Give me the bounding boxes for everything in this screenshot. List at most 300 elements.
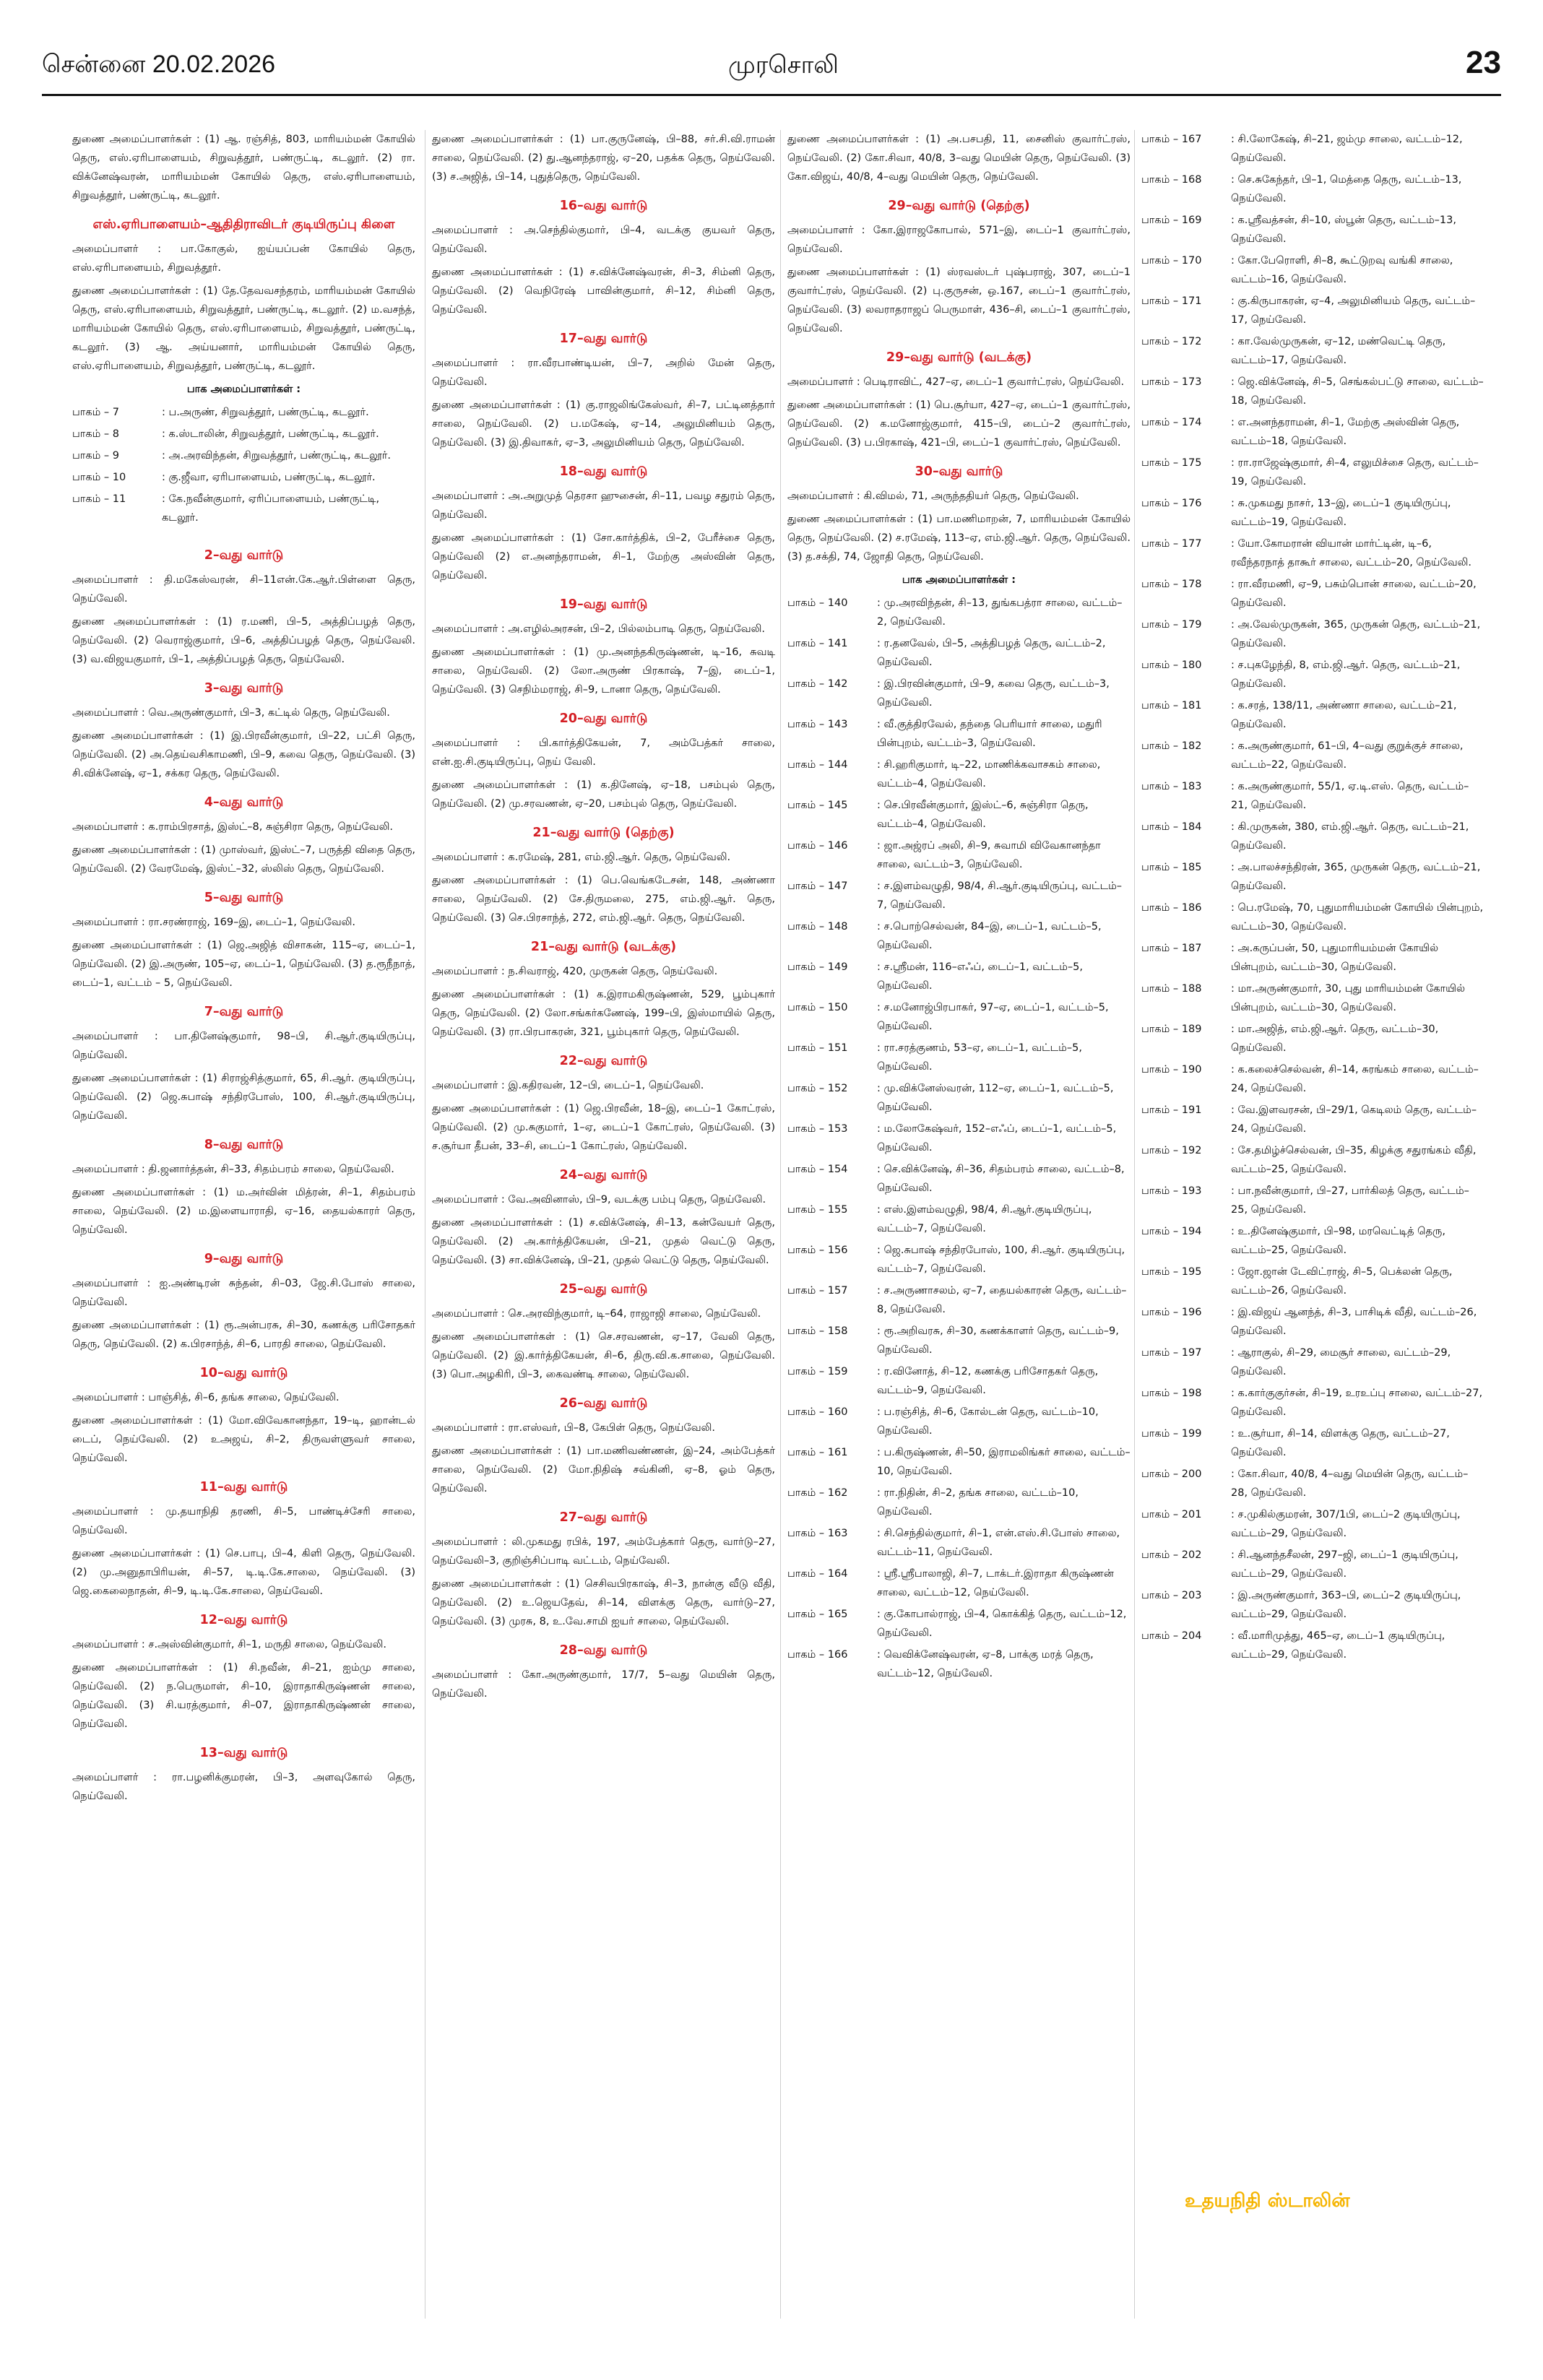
booth-name: : ச.ஸ்ரீமன், 116–எஃப், டைப்–1, வட்டம்–5, நெய்வேலி. xyxy=(877,961,1084,992)
ward-heading: 8–வது வார்டு xyxy=(204,1138,284,1152)
booth-row xyxy=(1141,1586,1484,1624)
booth-name: : அ.பாலச்சந்திரன், 365, முருகன் தெரு, வட்டம்–21, நெய்வேலி. xyxy=(1231,862,1481,892)
booth-row xyxy=(1141,858,1484,896)
booth-row xyxy=(72,446,415,465)
booth-number: பாகம் – 179 xyxy=(1141,619,1202,631)
booth-row xyxy=(1141,170,1484,208)
booth-number: பாகம் – 156 xyxy=(787,1245,848,1256)
booth-name: : எ.அனந்தராமன், சி–1, மேற்கு அஸ்வின் தெரு, வட்டம்–18, நெய்வேலி. xyxy=(1231,417,1460,447)
paragraph: துணை அமைப்பாளர்கள் : (1) சோ.கார்த்திக், பி–2, பேரீச்சை தெரு, நெய்வேலி (2) எ.அனந்தராமன், சி–1, மேற்கு அஸ்வின் தெரு, நெய்வேலி. xyxy=(432,532,775,581)
booth-number: பாகம் – 174 xyxy=(1141,417,1202,428)
paragraph: துணை அமைப்பாளர்கள் : (1) முாஸ்வர், இஸ்ட்–7, பருத்தி விதை தெரு, நெய்வேலி. (2) வேரமேஷ், இஸ்ட்–32, ஸ்லிஸ் தெரு, நெய்வேலி. xyxy=(72,844,415,875)
paragraph: அமைப்பாளர் : மு.தயாநிதி தரணி, சி–5, பாண்டிச்சேரி சாலை, நெய்வேலி. xyxy=(72,1506,415,1536)
ward-heading: 17–வது வார்டு xyxy=(559,332,648,346)
booth-number: பாகம் – 142 xyxy=(787,678,848,690)
paragraph: துணை அமைப்பாளர்கள் : (1) ரூ.அன்பரசு, சி–30, கணக்கு பரிசோதகர் தெரு, நெய்வேலி. (2) க.பிரசாந்த், சி–6, பாரதி சாலை, நெய்வேலி. xyxy=(72,1320,415,1350)
paragraph: துணை அமைப்பாளர்கள் : (1) க.இராமகிருஷ்ணன், 529, பூம்புகார் தெரு, நெய்வேலி. (2) லோ.சங்கர்கணேஷ், 199–பி, இஸ்மாயில் தெரு, நெய்வேலி. (3) ரா.பிரபாகரன், 321, பூம்புகார் தெரு, நெய்வேலி. xyxy=(432,989,775,1038)
ward-heading: 25–வது வார்டு xyxy=(559,1282,648,1297)
paragraph: அமைப்பாளர் : க.ரமேஷ், 281, எம்.ஜி.ஆர். தெரு, நெய்வேலி. xyxy=(432,852,731,863)
booth-name: : ச.அருணாசலம், ஏ–7, தையல்காரன் தெரு, வட்டம்–8, நெய்வேலி. xyxy=(877,1285,1127,1315)
booth-row xyxy=(787,1443,1131,1481)
booth-name: : ரா.ராஜேஷ்குமார், சி–4, எலுமிச்சை தெரு, வட்டம்–19, நெய்வேலி. xyxy=(1231,457,1479,488)
booth-name: : கு.ஜீவா, ஏரிபாளையம், பண்ருட்டி, கடலூர். xyxy=(162,472,376,483)
booth-row xyxy=(1141,332,1484,370)
booth-number: பாகம் – 172 xyxy=(1141,336,1202,347)
ward-heading: 16–வது வார்டு xyxy=(559,199,648,213)
booth-number: பாகம் – 146 xyxy=(787,840,848,852)
ward-heading: 27–வது வார்டு xyxy=(559,1510,648,1525)
column-4 xyxy=(1141,130,1484,2326)
booth-name: : கு.கிருபாகரன், ஏ–4, அலுமினியம் தெரு, வட்டம்–17, நெய்வேலி. xyxy=(1231,295,1476,326)
booth-row xyxy=(1141,1020,1484,1057)
booth-name: : ர.வினோத், சி–12, கணக்கு பரிசோதகர் தெரு, வட்டம்–9, நெய்வேலி. xyxy=(877,1366,1099,1396)
paragraph: அமைப்பாளர் : ரா.வீரபாண்டியன், பி–7, அறில் மேன் தெரு, நெய்வேலி. xyxy=(432,358,775,388)
booth-number: பாகம் – 159 xyxy=(787,1366,848,1377)
paragraph: துணை அமைப்பாளர்கள் : (1) பா.மணிமாறன், 7, மாரியம்மன் கோயில் தெரு, நெய்வேலி. (2) ச.ரமேஷ், 113–ஏ, எம்.ஜி.ஆர். தெரு, நெய்வேலி. (3) த.சக்தி, 74, ஜோதி தெரு, நெய்வேலி. xyxy=(787,514,1131,563)
booth-row xyxy=(1141,777,1484,815)
booth-name: : ம.லோகேஷ்வர், 152–எஃப், டைப்–1, வட்டம்–5, நெய்வேலி. xyxy=(877,1123,1117,1154)
paragraph: துணை அமைப்பாளர்கள் : (1) செசிவபிரகாஷ், சி–3, நான்கு வீடு வீதி, நெய்வேலி. (2) உ.ஜெயதேவ், சி–14, விளக்கு தெரு, வார்டு–27, நெய்வேலி. (3) முரசு, 8, உ.வே.சாமி ஐயர் சாலை, நெய்வேலி. xyxy=(432,1578,775,1627)
booth-row xyxy=(787,1322,1131,1359)
booth-row xyxy=(1141,494,1484,532)
booth-row xyxy=(787,1484,1131,1521)
booth-name: : க.சரத், 138/11, அண்ணா சாலை, வட்டம்–21, நெய்வேலி. xyxy=(1231,700,1457,730)
booth-row xyxy=(787,675,1131,712)
booth-row xyxy=(1141,575,1484,613)
booth-number: பாகம் – 197 xyxy=(1141,1347,1202,1359)
booth-row xyxy=(787,1403,1131,1440)
booth-number: பாகம் – 175 xyxy=(1141,457,1202,469)
booth-row xyxy=(787,998,1131,1036)
booth-row xyxy=(1141,1263,1484,1300)
paragraph: துணை அமைப்பாளர்கள் : (1) பா.குருனேஷ், பி–88, சர்.சி.வி.ராமன் சாலை, நெய்வேலி. (2) து.ஆனந்தராஜ், ஏ–20, பதக்க தெரு, நெய்வேலி. (3) ச.அஜித், பி–14, புதுத்தெரு, நெய்வேலி. xyxy=(432,134,775,183)
booth-name: : உ.தினேஷ்குமார், பி–98, மரவெட்டித் தெரு, வட்டம்–25, நெய்வேலி. xyxy=(1231,1226,1445,1256)
booth-row xyxy=(787,756,1131,793)
booth-number: பாகம் – 181 xyxy=(1141,700,1202,711)
booth-name: : சே.தமிழ்ச்செல்வன், பி–35, கிழக்கு சதுரங்கம் வீதி, வட்டம்–25, நெய்வேலி. xyxy=(1231,1145,1477,1175)
booth-number: பாகம் – 158 xyxy=(787,1325,848,1337)
booth-row xyxy=(1141,1222,1484,1260)
booth-name: : இ.அருண்குமார், 363–பி, டைப்–2 குடியிருப்பு, வட்டம்–29, நெய்வேலி. xyxy=(1231,1590,1461,1620)
booth-row xyxy=(787,877,1131,914)
booth-row xyxy=(787,796,1131,834)
booth-number: பாகம் – 173 xyxy=(1141,376,1202,388)
booth-number: பாகம் – 183 xyxy=(1141,781,1202,792)
paragraph: துணை அமைப்பாளர்கள் : (1) க.தினேஷ், ஏ–18, பசம்புல் தெரு, நெய்வேலி. (2) மு.சரவணன், ஏ–20, பசம்புல் தெரு, நெய்வேலி. xyxy=(432,779,775,810)
booth-number: பாகம் – 152 xyxy=(787,1083,848,1094)
booth-number: பாகம் – 204 xyxy=(1141,1630,1202,1642)
booth-name: : சி.செந்தில்குமார், சி–1, என்.எஸ்.சி.போஸ் சாலை, வட்டம்–11, நெய்வேலி. xyxy=(877,1528,1120,1558)
header-rule xyxy=(42,94,1501,96)
paragraph: அமைப்பாளர் : கோ.அருண்குமார், 17/7, 5–வது மெயின் தெரு, நெய்வேலி. xyxy=(432,1669,775,1700)
booth-name: : உ.சூர்யா, சி–14, விளக்கு தெரு, வட்டம்–27, நெய்வேலி. xyxy=(1231,1428,1450,1458)
booth-row xyxy=(787,917,1131,955)
booth-name: : செ.பிரவீன்குமார், இஸ்ட்–6, சுஞ்சிரா தெரு, வட்டம்–4, நெய்வேலி. xyxy=(877,800,1089,830)
booth-name: : அ.கருப்பன், 50, புதுமாரியம்மன் கோயில் பின்புறம், வட்டம்–30, நெய்வேலி. xyxy=(1231,943,1439,973)
booth-name: : ச.புகழேந்தி, 8, எம்.ஜி.ஆர். தெரு, வட்டம்–21, நெய்வேலி. xyxy=(1231,659,1461,690)
booth-number: பாகம் – 143 xyxy=(787,719,848,730)
paragraph: துணை அமைப்பாளர்கள் : (1) சி.நவீன், சி–21, ஐம்மு சாலை, நெய்வேலி. (2) ந.பெருமாள், சி–10, இராதாகிருஷ்ணன் சாலை, நெய்வேலி. (3) சி.யரத்குமார், சி–07, இராதாகிருஷ்ணன் சாலை, நெய்வேலி. xyxy=(72,1662,415,1730)
booth-row xyxy=(787,958,1131,995)
booth-row xyxy=(1141,615,1484,653)
booth-row xyxy=(1141,373,1484,410)
booth-name: : மா.அருண்குமார், 30, புது மாரியம்மன் கோயில் பின்புறம், வட்டம்–30, நெய்வேலி. xyxy=(1231,983,1466,1013)
booth-row xyxy=(72,425,415,443)
dateline: சென்னை 20.02.2026 xyxy=(42,51,276,78)
booth-number: பாகம் – 162 xyxy=(787,1487,848,1499)
booth-row xyxy=(1141,292,1484,329)
paragraph: அமைப்பாளர் : இ.கதிரவன், 12–பி, டைப்–1, நெய்வேலி. xyxy=(432,1080,704,1091)
booth-name: : ஜெ.சுபாஷ் சந்திரபோஸ், 100, சி.ஆர். குடியிருப்பு, வட்டம்–7, நெய்வேலி. xyxy=(877,1245,1125,1275)
paragraph: அமைப்பாளர் : கோ.இராஜகோபால், 571–இ, டைப்–1 குவார்ட்ரஸ், நெய்வேலி. xyxy=(787,225,1131,255)
column-3 xyxy=(787,130,1131,2326)
booth-row xyxy=(72,468,415,487)
booth-row xyxy=(787,634,1131,672)
paragraph: துணை அமைப்பாளர்கள் : (1) ச.விக்னேஷ், சி–13, கன்வேயர் தெரு, நெய்வேலி. (2) அ.கார்த்திகேயன், பி–21, முதல் வெட்டு தெரு, நெய்வேலி. (3) சா.விக்னேஷ், பி–21, முதல் வெட்டு தெரு, நெய்வேலி. xyxy=(432,1217,775,1266)
paragraph: துணை அமைப்பாளர்கள் : (1) சிராஜ்சித்குமார், 65, சி.ஆர். குடியிருப்பு, நெய்வேலி. (2) ஜெ.சுபாஷ் சந்திரபோஸ், 100, சி.ஆர்.குடியிருப்பு, நெய்வேலி. xyxy=(72,1073,415,1122)
paragraph: துணை அமைப்பாளர்கள் : (1) ஸ்ரவஸ்டர் புஷ்பராஜ், 307, டைப்–1 குவார்ட்ரஸ், நெய்வேலி. (2) பு.குருசன், ஒ.167, டைப்–1 குவார்ட்ரஸ், நெய்வேலி. (3) லவராதராஜப் பெருமாள், 436–சி, டைப்–1 குவார்ட்ரஸ், நெய்வேலி. xyxy=(787,267,1131,334)
booth-number: பாகம் – 154 xyxy=(787,1164,848,1175)
booth-name: : சி.ஆனந்தசீலன், 297–ஜி, டைப்–1 குடியிருப்பு, வட்டம்–29, நெய்வேலி. xyxy=(1231,1549,1458,1580)
booth-name: : வெவிக்னேஷ்வரன், ஏ–8, பாக்கு மரத் தெரு, வட்டம்–12, நெய்வேலி. xyxy=(877,1649,1094,1679)
ward-heading: 29–வது வார்டு (தெற்கு) xyxy=(888,199,1030,213)
paragraph: அமைப்பாளர் : கி.விமல், 71, அருந்ததியர் தெரு, நெய்வேலி. xyxy=(787,490,1079,502)
subheading: பாக அமைப்பாளர்கள் : xyxy=(902,574,1016,586)
newspaper-name: முரசொலி xyxy=(728,51,839,79)
booth-number: பாகம் – 193 xyxy=(1141,1185,1202,1197)
booth-number: பாகம் – 9 xyxy=(72,450,120,462)
booth-number: பாகம் – 188 xyxy=(1141,983,1202,995)
booth-number: பாகம் – 141 xyxy=(787,638,848,649)
booth-row xyxy=(1141,979,1484,1017)
booth-row xyxy=(72,403,415,422)
paragraph: துணை அமைப்பாளர்கள் : (1) பெ.வெங்கடேசன், 148, அண்ணா சாலை, நெய்வேலி. (2) சே.திருமலை, 275, எம்.ஜி.ஆர். தெரு, நெய்வேலி. (3) செ.பிரசாந்த், 272, எம்.ஜி.ஆர். தெரு, நெய்வேலி. xyxy=(432,875,775,924)
booth-name: : பெ.ரமேஷ், 70, புதுமாரியம்மன் கோயில் பின்புறம், வட்டம்–30, நெய்வேலி. xyxy=(1231,902,1484,932)
paragraph: அமைப்பாளர் : ந.சிவராஜ், 420, முருகன் தெரு, நெய்வேலி. xyxy=(432,966,718,977)
booth-name: : ப.ரஞ்சித், சி–6, கோல்டன் தெரு, வட்டம்–10, நெய்வேலி. xyxy=(877,1406,1099,1437)
booth-number: பாகம் – 186 xyxy=(1141,902,1202,914)
booth-name: : அ.அரவிந்தன், சிறுவத்தூர், பண்ருட்டி, கடலூர். xyxy=(162,450,391,462)
booth-number: பாகம் – 201 xyxy=(1141,1509,1202,1520)
paragraph: துணை அமைப்பாளர்கள் : (1) செ.சரவணன், ஏ–17, வேலி தெரு, நெய்வேலி. (2) இ.கார்த்திகேயன், சி–6, திரு.வி.க.சாலை, நெய்வேலி. (3) பொ.அழகிரி, பி–3, கைவண்டி சாலை, நெய்வேலி. xyxy=(432,1331,775,1380)
booth-number: பாகம் – 160 xyxy=(787,1406,848,1418)
booth-row xyxy=(1141,454,1484,491)
booth-name: : கா.வேல்முருகன், ஏ–12, மண்வெட்டி தெரு, வட்டம்–17, நெய்வேலி. xyxy=(1231,336,1446,366)
paragraph: அமைப்பாளர் : ரா.சரண்ராஜ், 169–இ, டைப்–1, நெய்வேலி. xyxy=(72,917,356,928)
booth-name: : ச.மனோஜ்பிரபாகர், 97–ஏ, டைப்–1, வட்டம்–5, நெய்வேலி. xyxy=(877,1002,1109,1032)
booth-row xyxy=(1141,130,1484,168)
booth-number: பாகம் – 199 xyxy=(1141,1428,1202,1440)
booth-name: : வீ.குத்திரவேல், தந்தை பெரியார் சாலை, மதுரி பின்புறம், வட்டம்–3, நெய்வேலி. xyxy=(877,719,1102,749)
booth-row xyxy=(1141,1384,1484,1421)
booth-number: பாகம் – 187 xyxy=(1141,943,1202,954)
booth-name: : க.அருண்குமார், 61–பி, 4–வது குறுக்குச் சாலை, வட்டம்–22, நெய்வேலி. xyxy=(1231,740,1464,771)
booth-number: பாகம் – 202 xyxy=(1141,1549,1202,1561)
booth-name: : ஆராகுல், சி–29, மைசூர் சாலை, வட்டம்–29, நெய்வேலி. xyxy=(1231,1347,1451,1377)
ward-heading: 7–வது வார்டு xyxy=(204,1005,284,1019)
ward-heading: 21–வது வார்டு (வடக்கு) xyxy=(530,940,677,954)
booth-row xyxy=(1141,1182,1484,1219)
paragraph: துணை அமைப்பாளர்கள் : (1) இ.பிரவீன்குமார், பி–22, பட்சி தெரு, நெய்வேலி. (2) அ.தெய்வசிகாமணி, பி–9, கவை தெரு, நெய்வேலி. (3) சி.விக்னேஷ், ஏ–1, சக்கர தெரு, நெய்வேலி. xyxy=(72,730,415,779)
ward-heading: 19–வது வார்டு xyxy=(559,597,648,612)
booth-name: : செ.விக்னேஷ், சி–36, சிதம்பரம் சாலை, வட்டம்–8, நெய்வேலி. xyxy=(877,1164,1125,1194)
paragraph: அமைப்பாளர் : க.ராம்பிரசாத், இஸ்ட்–8, சுஞ்சிரா தெரு, நெய்வேலி. xyxy=(72,821,393,833)
booth-name: : ச.முகில்குமரன், 307/1பி, டைப்–2 குடியிருப்பு, வட்டம்–29, நெய்வேலி. xyxy=(1231,1509,1461,1539)
booth-row xyxy=(1141,535,1484,572)
booth-row xyxy=(1141,1505,1484,1543)
ward-heading: 29–வது வார்டு (வடக்கு) xyxy=(886,350,1032,365)
booth-name: : சி.லோகேஷ், சி–21, ஜம்மு சாலை, வட்டம்–12, நெய்வேலி. xyxy=(1231,134,1463,164)
booth-name: : க.அருண்குமார், 55/1, ஏ.டி.எஸ். தெரு, வட்டம்–21, நெய்வேலி. xyxy=(1231,781,1469,811)
booth-number: பாகம் – 200 xyxy=(1141,1468,1202,1480)
paragraph: துணை அமைப்பாளர்கள் : (1) அ.பசபதி, 11, சைனிஸ் குவார்ட்ரஸ், நெய்வேலி. (2) கோ.சிவா, 40/8, 3–வது மெயின் தெரு, நெய்வேலி. (3) கோ.விஜய், 40/8, 4–வது மெயின் தெரு, நெய்வேலி. xyxy=(787,134,1131,183)
booth-number: பாகம் – 166 xyxy=(787,1649,848,1661)
booth-name: : ஜோ.ஜான் டேவிட்ராஜ், சி–5, பெக்லன் தெரு, வட்டம்–26, நெய்வேலி. xyxy=(1231,1266,1453,1297)
paragraph: அமைப்பாளர் : வே.அவினாஸ், பி–9, வடக்கு பம்பு தெரு, நெய்வேலி. xyxy=(432,1194,766,1206)
column-2 xyxy=(432,130,775,2326)
paragraph: அமைப்பாளர் : பா.தினேஷ்குமார், 98–பி, சி.ஆர்.குடியிருப்பு, நெய்வேலி. xyxy=(72,1031,415,1061)
booth-name: : ஜா.அஜ்ரப் அலி, சி–9, சுவாமி விவேகானந்தா சாலை, வட்டம்–3, நெய்வேலி. xyxy=(877,840,1101,870)
ward-heading: 22–வது வார்டு xyxy=(559,1054,648,1068)
booth-number: பாகம் – 168 xyxy=(1141,174,1202,186)
ward-heading: 30–வது வார்டு xyxy=(915,464,1003,479)
paragraph: அமைப்பாளர் : பெடிராவிட், 427–ஏ, டைப்–1 குவார்ட்ரஸ், நெய்வேலி. xyxy=(787,376,1125,388)
booth-name: : கோ.பேரொளி, சி–8, கூட்டுறவு வங்கி சாலை, வட்டம்–16, நெய்வேலி. xyxy=(1231,255,1453,285)
booth-list xyxy=(787,594,1131,1683)
paragraph: துணை அமைப்பாளர்கள் : (1) ஆ. ரஞ்சித், 803, மாரியம்மன் கோயில் தெரு, எஸ்.ஏரிபாளையம், சிறுவத்தூர், பண்ருட்டி, கடலூர். (2) ரா. விக்னேஷ்வரன், மாரியம்மன் கோயில் தெரு, எஸ்.ஏரிபாளையம், சிறுவத்தூர், பண்ருட்டி, கடலூர். xyxy=(72,134,415,202)
booth-name: : ச.இளம்வழுதி, 98/4, சி.ஆர்.குடியிருப்பு, வட்டம்–7, நெய்வேலி. xyxy=(877,880,1123,911)
paragraph: துணை அமைப்பாளர்கள் : (1) ஜெ.பிரவீன், 18–இ, டைப்–1 கோட்ரஸ், நெய்வேலி. (2) மு.சுகுமார், 1–ஏ, டைப்–1 கோட்ரஸ், நெய்வேலி. (3) ச.சூர்யா தீபன், 33–சி, டைப்–1 கோட்ரஸ், நெய்வேலி. xyxy=(432,1103,775,1152)
ward-heading: 9–வது வார்டு xyxy=(204,1252,284,1266)
booth-row xyxy=(1141,1546,1484,1583)
paragraph: துணை அமைப்பாளர்கள் : (1) கு.ராஜலிங்கேஸ்வர், சி–7, பட்டினத்தார் சாலை, நெய்வேலி. (2) ப.மகேஷ், ஏ–14, அலுமினியம் தெரு, நெய்வேலி. (3) இ.திவாகர், ஏ–3, அலுமினியம் தெரு, நெய்வேலி. xyxy=(432,399,775,449)
paragraph: அமைப்பாளர் : ச.அஸ்வின்குமார், சி–1, மருதி சாலை, நெய்வேலி. xyxy=(72,1639,386,1650)
booth-number: பாகம் – 145 xyxy=(787,800,848,811)
booth-row xyxy=(1141,737,1484,774)
booth-number: பாகம் – 184 xyxy=(1141,821,1202,833)
booth-row xyxy=(787,836,1131,874)
ward-heading: 18–வது வார்டு xyxy=(559,464,648,479)
booth-name: : வீ.மாரிமுத்து, 465–ஏ, டைப்–1 குடியிருப்பு, வட்டம்–29, நெய்வேலி. xyxy=(1231,1630,1445,1661)
booth-name: : அ.வேல்முருகன், 365, முருகன் தெரு, வட்டம்–21, நெய்வேலி. xyxy=(1231,619,1481,649)
booth-name: : ரா.வீரமணி, ஏ–9, பசும்பொன் சாலை, வட்டம்–20, நெய்வேலி. xyxy=(1231,579,1477,609)
booth-row xyxy=(1141,939,1484,977)
booth-name: : ரா.சரத்குணம், 53–ஏ, டைப்–1, வட்டம்–5, நெய்வேலி. xyxy=(877,1042,1082,1073)
booth-name: : க.ஸ்டாலின், சிறுவத்தூர், பண்ருட்டி, கடலூர். xyxy=(162,428,379,440)
booth-number: பாகம் – 171 xyxy=(1141,295,1202,307)
ward-heading: 13–வது வார்டு xyxy=(199,1746,288,1760)
booth-row xyxy=(1141,899,1484,936)
booth-row xyxy=(1141,1465,1484,1502)
booth-name: : கோ.சிவா, 40/8, 4–வது மெயின் தெரு, வட்டம்–28, நெய்வேலி. xyxy=(1231,1468,1469,1499)
booth-name: : ரூ.அறிவரசு, சி–30, கணக்காளர் தெரு, வட்டம்–9, நெய்வேலி. xyxy=(877,1325,1119,1356)
paragraph: துணை அமைப்பாளர்கள் : (1) ர.மணி, பி–5, அத்திப்பழத் தெரு, நெய்வேலி. (2) வெராஜ்குமார், பி–6, அத்திப்பழத் தெரு, நெய்வேலி. (3) வ.விஜயகுமார், பி–1, அத்திப்பழத் தெரு, நெய்வேலி. xyxy=(72,616,415,665)
ward-heading: 26–வது வார்டு xyxy=(559,1396,648,1411)
booth-name: : மு.விக்னேஸ்வரன், 112–ஏ, டைப்–1, வட்டம்–5, நெய்வேலி. xyxy=(877,1083,1114,1113)
booth-name: : யோ.கோமரான் வியான் மார்ட்டின், டி–6, ரவீந்தரநாத் தாகூர் சாலை, வட்டம்–20, நெய்வேலி. xyxy=(1231,538,1471,568)
paragraph: அமைப்பாளர் : பா.கோகுல், ஐய்யப்பன் கோயில் தெரு, எஸ்.ஏரிபாளையம், சிறுவத்தூர். xyxy=(72,243,415,274)
booth-number: பாகம் – 165 xyxy=(787,1609,848,1620)
booth-row xyxy=(787,715,1131,753)
booth-number: பாகம் – 198 xyxy=(1141,1388,1202,1399)
ward-heading: 28–வது வார்டு xyxy=(559,1643,648,1658)
column-divider xyxy=(1134,130,1135,2319)
booth-list xyxy=(1141,130,1484,1664)
booth-row xyxy=(1141,1101,1484,1138)
booth-row xyxy=(787,1362,1131,1400)
signature: உதயநிதி ஸ்டாலின் xyxy=(1185,2190,1350,2212)
booth-row xyxy=(72,490,415,527)
booth-name: : சு.முகமது நாசர், 13–இ, டைப்–1 குடியிருப்பு, வட்டம்–19, நெய்வேலி. xyxy=(1231,498,1451,528)
paragraph: அமைப்பாளர் : அ.செந்தில்குமார், பி–4, வடக்கு குயவர் தெரு, நெய்வேலி. xyxy=(432,225,775,255)
booth-name: : இ.பிரவின்குமார், பி–9, கவை தெரு, வட்டம்–3, நெய்வேலி. xyxy=(877,678,1110,709)
booth-row xyxy=(1141,1343,1484,1381)
booth-name: : கி.முருகன், 380, எம்.ஜி.ஆர். தெரு, வட்டம்–21, நெய்வேலி. xyxy=(1231,821,1469,852)
booth-number: பாகம் – 157 xyxy=(787,1285,848,1297)
booth-number: பாகம் – 155 xyxy=(787,1204,848,1216)
paragraph: துணை அமைப்பாளர்கள் : (1) ம.அர்வின் மித்ரன், சி–1, சிதம்பரம் சாலை, நெய்வேலி. (2) ம.இளையாராதி, ஏ–16, தையல்காரர் தெரு, நெய்வேலி. xyxy=(72,1187,415,1236)
booth-row xyxy=(787,594,1131,631)
booth-number: பாகம் – 7 xyxy=(72,407,120,418)
column-1 xyxy=(72,130,415,2326)
booth-name: : மா.அஜித், எம்.ஜி.ஆர். தெரு, வட்டம்–30, நெய்வேலி. xyxy=(1231,1024,1439,1054)
booth-number: பாகம் – 149 xyxy=(787,961,848,973)
booth-name: : செ.சுகேந்தர், பி–1, மெத்தை தெரு, வட்டம்–13, நெய்வேலி. xyxy=(1231,174,1462,204)
paragraph: துணை அமைப்பாளர்கள் : (1) ச.விக்னேஷ்வரன், சி–3, சிம்னி தெரு, நெய்வேலி. (2) வெநிரேஷ் பாவின்குமார், சி–12, சிம்னி தெரு, நெய்வேலி. xyxy=(432,267,775,316)
booth-number: பாகம் – 167 xyxy=(1141,134,1202,145)
page-number: 23 xyxy=(1466,45,1501,80)
booth-row xyxy=(1141,413,1484,451)
booth-number: பாகம் – 182 xyxy=(1141,740,1202,752)
booth-number: பாகம் – 185 xyxy=(1141,862,1202,873)
booth-name: : மு.அரவிந்தன், சி–13, துங்கபத்ரா சாலை, வட்டம்–2, நெய்வேலி. xyxy=(877,597,1123,628)
booth-row xyxy=(1141,1424,1484,1462)
paragraph: அமைப்பாளர் : பி.கார்த்திகேயன், 7, அம்பேத்கர் சாலை, என்.ஐ.சி.குடியிருப்பு, நெய் வேலி. xyxy=(432,737,775,768)
paragraph: அமைப்பாளர் : அ.எழில்அரசன், பி–2, பில்லம்பாடி தெரு, நெய்வேலி. xyxy=(432,623,766,635)
paragraph: துணை அமைப்பாளர்கள் : (1) பா.மணிவண்ணன், இ–24, அம்பேத்கர் சாலை, நெய்வேலி. (2) மோ.நிதிஷ் சவ்கினி, ஏ–8, ஓம் தெரு, நெய்வேலி. xyxy=(432,1445,775,1494)
booth-name: : ப.கிருஷ்ணன், சி–50, இராமலிங்கர் சாலை, வட்டம்–10, நெய்வேலி. xyxy=(877,1447,1131,1477)
booth-number: பாகம் – 150 xyxy=(787,1002,848,1013)
booth-row xyxy=(787,1645,1131,1683)
booth-row xyxy=(1141,696,1484,734)
booth-row xyxy=(787,1039,1131,1076)
booth-row xyxy=(1141,1303,1484,1341)
booth-number: பாகம் – 191 xyxy=(1141,1104,1202,1116)
booth-name: : ஸ்ரீ.ஸ்ரீபாலாஜி, சி–7, டாக்டர்.இராதா கிருஷ்ணன் சாலை, வட்டம்–12, நெய்வேலி. xyxy=(877,1568,1114,1598)
booth-name: : கே.நவீன்குமார், ஏரிப்பாளையம், பண்ருட்டி, கடலூர். xyxy=(162,493,380,524)
booth-number: பாகம் – 170 xyxy=(1141,255,1202,267)
paragraph: அமைப்பாளர் : பாஞ்சித், சி–6, தங்க சாலை, நெய்வேலி. xyxy=(72,1392,340,1403)
paragraph: துணை அமைப்பாளர்கள் : (1) மு.அனந்தகிருஷ்ணன், டி–16, சுவடி சாலை, நெய்வேலி. (2) லோ.அருண் பிரகாஷ், 7–இ, டைப்–1, நெய்வேலி. (3) செநிம்மராஜ், சி–9, டானா தெரு, நெய்வேலி. xyxy=(432,646,775,696)
ward-heading: 2–வது வார்டு xyxy=(204,548,284,563)
booth-number: பாகம் – 8 xyxy=(72,428,120,440)
booth-row xyxy=(787,1120,1131,1157)
booth-number: பாகம் – 148 xyxy=(787,921,848,932)
booth-number: பாகம் – 164 xyxy=(787,1568,848,1580)
paragraph: அமைப்பாளர் : லி.முகமது ரபிக், 197, அம்பேத்கார் தெரு, வார்டு–27, நெய்வேலி–3, குறிஞ்சிப்பாடி வட்டம், நெய்வேலி. xyxy=(432,1536,775,1567)
booth-row xyxy=(787,1605,1131,1643)
booth-row xyxy=(1141,251,1484,289)
booth-number: பாகம் – 161 xyxy=(787,1447,848,1458)
booth-number: பாகம் – 195 xyxy=(1141,1266,1202,1278)
booth-name: : ரா.நிதின், சி–2, தங்க சாலை, வட்டம்–10, நெய்வேலி. xyxy=(877,1487,1079,1518)
booth-row xyxy=(787,1524,1131,1562)
booth-row xyxy=(1141,1141,1484,1179)
paragraph: அமைப்பாளர் : ஐ.அண்டிரன் சுந்தன், சி–03, ஜே.சி.போஸ் சாலை, நெய்வேலி. xyxy=(72,1278,415,1308)
paragraph: அமைப்பாளர் : வெ.அருண்குமார், பி–3, கட்டில் தெரு, நெய்வேலி. xyxy=(72,707,390,719)
booth-row xyxy=(1141,656,1484,693)
booth-name: : க.கார்குகுர்சன், சி–19, உரஉப்பு சாலை, வட்டம்–27, நெய்வேலி. xyxy=(1231,1388,1483,1418)
booth-name: : கு.கோபால்ராஜ், பி–4, கொக்கித் தெரு, வட்டம்–12, நெய்வேலி. xyxy=(877,1609,1127,1639)
paragraph: அமைப்பாளர் : தி.ஜனார்த்தன், சி–33, சிதம்பரம் சாலை, நெய்வேலி. xyxy=(72,1164,394,1175)
subheading: பாக அமைப்பாளர்கள் : xyxy=(186,384,301,395)
booth-number: பாகம் – 10 xyxy=(72,472,126,483)
booth-name: : ஜெ.விக்னேஷ், சி–5, செங்கல்பட்டு சாலை, வட்டம்–18, நெய்வேலி. xyxy=(1231,376,1484,407)
paragraph: துணை அமைப்பாளர்கள் : (1) மோ.விவேகானந்தா, 19–டி, ஹான்டல் டைப், நெய்வேலி. (2) உஅஜய், சி–2, திருவள்ளுவர் சாலை, நெய்வேலி. xyxy=(72,1415,415,1464)
booth-name: : ச.பொற்செல்வன், 84–இ, டைப்–1, வட்டம்–5, நெய்வேலி. xyxy=(877,921,1102,951)
booth-row xyxy=(1141,818,1484,855)
booth-number: பாகம் – 151 xyxy=(787,1042,848,1054)
ward-heading: 10–வது வார்டு xyxy=(199,1366,288,1380)
booth-row xyxy=(787,1160,1131,1198)
booth-number: பாகம் – 192 xyxy=(1141,1145,1202,1156)
paragraph: துணை அமைப்பாளர்கள் : (1) பெ.சூர்யா, 427–ஏ, டைப்–1 குவார்ட்ரஸ், நெய்வேலி. (2) க.மனோஜ்குமார், 415–பி, டைப்–2 குவார்ட்ரஸ், நெய்வேலி. (3) ப.பிரகாஷ், 421–பி, டைப்–1 குவார்ட்ரஸ், நெய்வேலி. xyxy=(787,399,1131,449)
section-heading: எஸ்.ஏரிபாளையம்–ஆதிதிராவிடர் குடியிருப்பு கிளை xyxy=(92,217,395,232)
ward-heading: 5–வது வார்டு xyxy=(204,891,284,905)
booth-name: : க.ஸ்ரீவத்சன், சி–10, ஸ்பூன் தெரு, வட்டம்–13, நெய்வேலி. xyxy=(1231,215,1456,245)
booth-name: : எஸ்.இளம்வழுதி, 98/4, சி.ஆர்.குடியிருப்பு, வட்டம்–7, நெய்வேலி. xyxy=(877,1204,1092,1234)
ward-heading: 20–வது வார்டு xyxy=(559,711,648,726)
booth-number: பாகம் – 189 xyxy=(1141,1024,1202,1035)
booth-number: பாகம் – 180 xyxy=(1141,659,1202,671)
booth-row xyxy=(1141,1627,1484,1664)
booth-number: பாகம் – 196 xyxy=(1141,1307,1202,1318)
booth-row xyxy=(787,1200,1131,1238)
booth-name: : இ.விஜய் ஆனந்த், சி–3, பாசிடிக் வீதி, வட்டம்–26, நெய்வேலி. xyxy=(1231,1307,1477,1337)
paragraph: அமைப்பாளர் : ரா.எஸ்வர், பி–8, கேபிள் தெரு, நெய்வேலி. xyxy=(432,1422,716,1434)
booth-row xyxy=(787,1281,1131,1319)
booth-number: பாகம் – 163 xyxy=(787,1528,848,1539)
ward-heading: 3–வது வார்டு xyxy=(204,681,284,696)
paragraph: துணை அமைப்பாளர்கள் : (1) செ.பாபு, பி–4, கிளி தெரு, நெய்வேலி. (2) மு.அனுதாபிரியன், சி–57, டி.டி.கே.சாலை, நெய்வேலி. (3) ஜெ.கைலைநாதன், சி–9, டி.டி.கே.சாலை, நெய்வேலி. xyxy=(72,1548,415,1597)
paragraph: துணை அமைப்பாளர்கள் : (1) ஜெ.அஜித் விசாகன், 115–ஏ, டைப்–1, நெய்வேலி. (2) இ.அருண், 105–ஏ, டைப்–1, நெய்வேலி. (3) த.ரூநீநாத், டைப்–1, வட்டம் – 5, நெய்வேலி. xyxy=(72,940,415,989)
booth-number: பாகம் – 176 xyxy=(1141,498,1202,509)
booth-name: : ர.தனவேல், பி–5, அத்திபழத் தெரு, வட்டம்–2, நெய்வேலி. xyxy=(877,638,1106,668)
booth-name: : ப.அருண், சிறுவத்தூர், பண்ருட்டி, கடலூர். xyxy=(162,407,369,418)
booth-number: பாகம் – 153 xyxy=(787,1123,848,1135)
ward-heading: 21–வது வார்டு (தெற்கு) xyxy=(532,826,675,840)
column-divider xyxy=(780,130,781,2319)
booth-name: : சி.ஹரிகுமார், டி–22, மாணிக்கவாசகம் சாலை, வட்டம்–4, நெய்வேலி. xyxy=(877,759,1101,789)
ward-heading: 24–வது வார்டு xyxy=(559,1168,648,1182)
booth-number: பாகம் – 178 xyxy=(1141,579,1202,590)
ward-heading: 12–வது வார்டு xyxy=(199,1613,288,1627)
paragraph: துணை அமைப்பாளர்கள் : (1) தே.தேவவசந்தரம், மாரியம்மன் கோயில் தெரு, எஸ்.ஏரிபாளையம், சிறுவத்தூர், பண்ருட்டி, கடலூர். (2) ம.வசந்த், மாரியம்மன் கோயில் தெரு, எஸ்.ஏரிபாளையம், சிறுவத்தூர், பண்ருட்டி, கடலூர். (3) ஆ. அய்யனார், மாரியம்மன் கோயில் தெரு, எஸ்.ஏரிபாளையம், சிறுவத்தூர், பண்ருட்டி, கடலூர். xyxy=(72,285,415,372)
booth-row xyxy=(1141,1060,1484,1098)
booth-number: பாகம் – 147 xyxy=(787,880,848,892)
masthead xyxy=(42,45,1501,90)
booth-name: : பா.நவீன்குமார், பி–27, பார்கிலத் தெரு, வட்டம்–25, நெய்வேலி. xyxy=(1231,1185,1469,1216)
booth-name: : க.கலைச்செல்வன், சி–14, சுரங்கம் சாலை, வட்டம்–24, நெய்வேலி. xyxy=(1231,1064,1479,1094)
booth-row xyxy=(787,1565,1131,1602)
booth-name: : வே.இளவரசன், பி–29/1, கெடிலம் தெரு, வட்டம்–24, நெய்வேலி. xyxy=(1231,1104,1477,1135)
booth-number: பாகம் – 177 xyxy=(1141,538,1202,550)
paragraph: அமைப்பாளர் : ரா.பழனிக்குமரன், பி–3, அளவுகோல் தெரு, நெய்வேலி. xyxy=(72,1772,415,1802)
booth-number: பாகம் – 144 xyxy=(787,759,848,771)
paragraph: அமைப்பாளர் : தி.மகேஸ்வரன், சி–11என்.கே.ஆர்.பிள்ளை தெரு, நெய்வேலி. xyxy=(72,574,415,605)
booth-number: பாகம் – 203 xyxy=(1141,1590,1202,1601)
booth-number: பாகம் – 11 xyxy=(72,493,126,505)
